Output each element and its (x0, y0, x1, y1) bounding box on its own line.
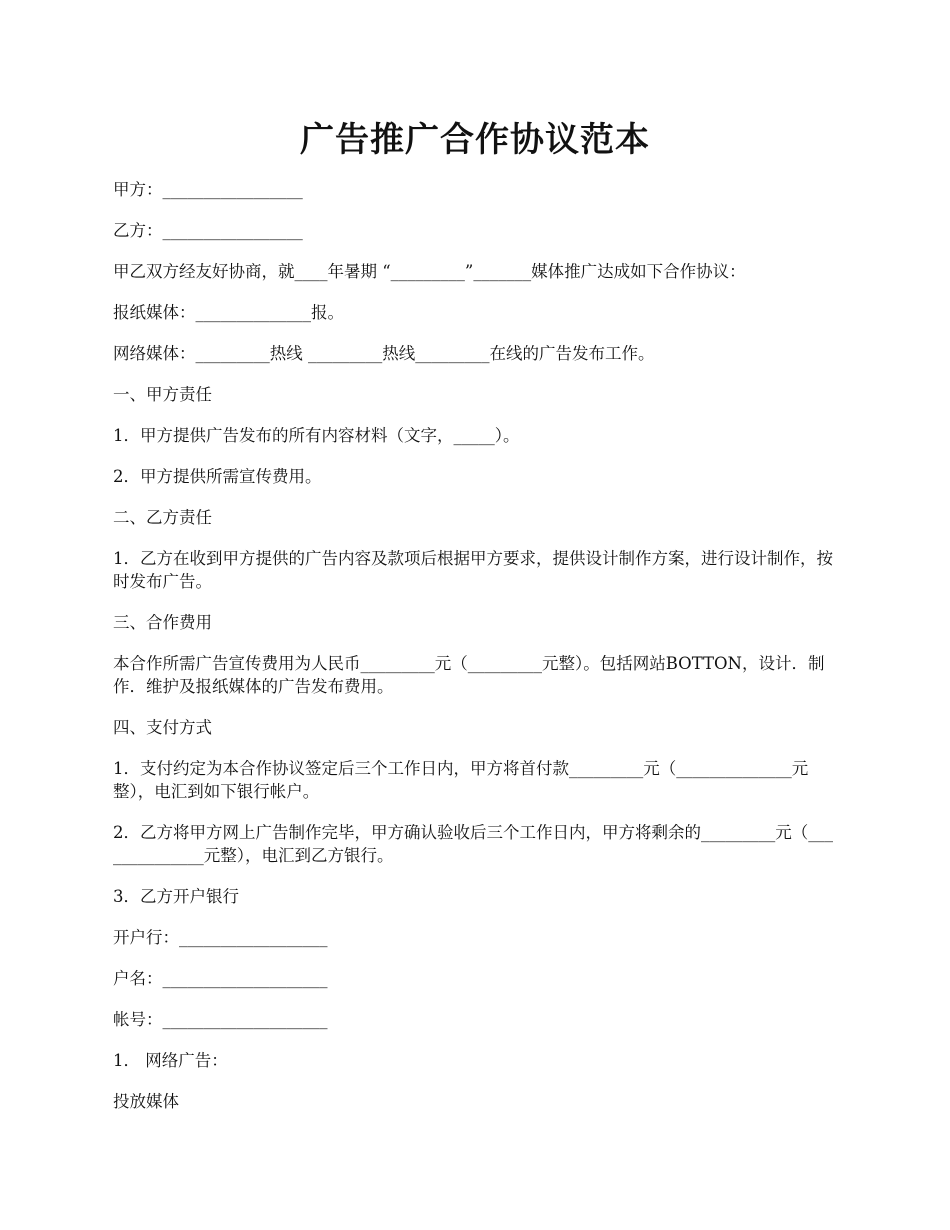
document-title: 广告推广合作协议范本 (300, 120, 650, 160)
agreement-intro: 甲乙双方经友好协商，就____年暑期 “_________”_______媒体推广达成如下合作协议： (113, 262, 746, 281)
online-media-line: 网络媒体：_________热线 _________热线_________在线的广告发布工作。 (113, 344, 655, 363)
account-name-line: 户名：____________________ (113, 969, 328, 988)
newspaper-media-line: 报纸媒体：______________报。 (113, 303, 344, 322)
online-ad-heading: 1． 网络广告： (113, 1051, 228, 1070)
party-a-clause-2: 2．甲方提供所需宣传费用。 (113, 467, 322, 486)
section-heading-party-b: 二、乙方责任 (113, 508, 212, 527)
payment-clause-2: 2．乙方将甲方网上广告制作完毕，甲方确认验收后三个工作日内，甲方将剩余的_________元（______________元整），电汇到乙方银行。 (113, 823, 833, 865)
bank-name-line: 开户行：__________________ (113, 928, 328, 947)
payment-clause-3: 3．乙方开户银行 (113, 887, 239, 906)
payment-clause-1: 1．支付约定为本合作协议签定后三个工作日内，甲方将首付款_________元（______________元整），电汇到如下银行帐户。 (113, 759, 809, 801)
media-placement-line: 投放媒体 (113, 1092, 179, 1111)
document-body (113, 178, 838, 1131)
section-heading-party-a: 一、甲方责任 (113, 385, 212, 404)
party-a-line: 甲方：_________________ (113, 180, 303, 199)
section-heading-payment: 四、支付方式 (113, 718, 212, 737)
section-heading-fees: 三、合作费用 (113, 613, 212, 632)
fees-clause: 本合作所需广告宣传费用为人民币_________元（_________元整）。包括网站BOTTON，设计．制作．维护及报纸媒体的广告发布费用。 (113, 654, 825, 696)
party-b-clause-1: 1．乙方在收到甲方提供的广告内容及款项后根据甲方要求，提供设计制作方案，进行设计制作，按时发布广告。 (113, 549, 833, 591)
party-b-line: 乙方：_________________ (113, 221, 303, 240)
account-number-line: 帐号：____________________ (113, 1010, 328, 1029)
party-a-clause-1: 1．甲方提供广告发布的所有内容材料（文字，_____）。 (113, 426, 520, 445)
